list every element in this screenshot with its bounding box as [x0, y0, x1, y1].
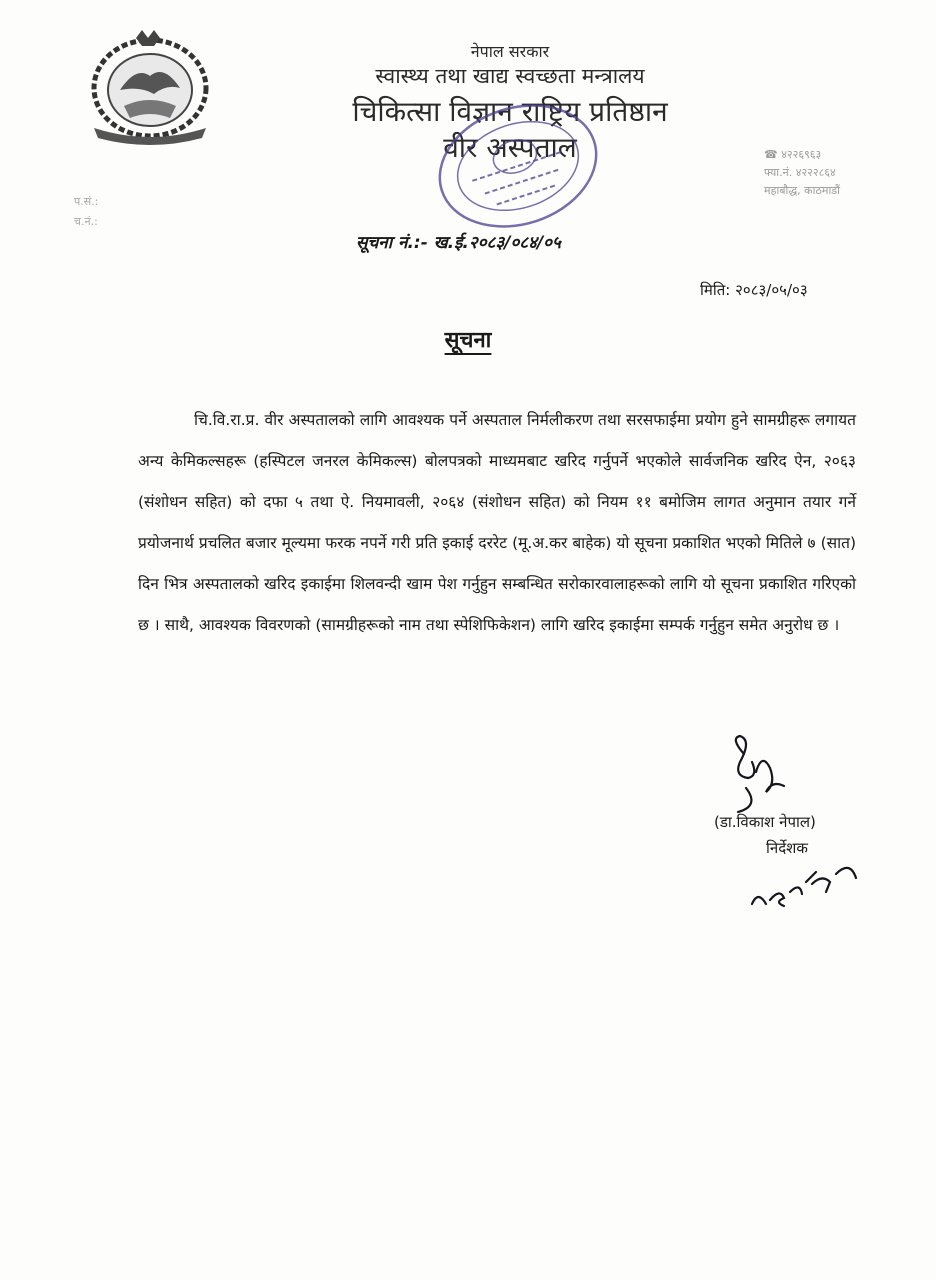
phone-number: ☎ ४२२६९६३	[764, 148, 822, 161]
contact-block	[764, 146, 840, 200]
notice-title: सूचना	[444, 328, 492, 353]
nepal-emblem-icon	[84, 28, 216, 146]
hospital-name: वीर अस्पताल	[443, 131, 577, 164]
address: महाबौद्ध, काठमाडौं	[764, 184, 841, 197]
handwritten-signature-icon	[700, 732, 870, 932]
notice-date: मिति: २०८३/०५/०३	[700, 281, 808, 299]
government-name: नेपाल सरकार	[470, 42, 550, 61]
notice-number: सूचना नं.:- ख.ई.२०८३/०८४/०५	[356, 233, 561, 253]
signatory-name: (डा.विकाश नेपाल)	[714, 813, 816, 831]
reference-codes	[74, 192, 98, 232]
ministry-name: स्वास्थ्य तथा खाद्य स्वच्छता मन्त्रालय	[375, 64, 645, 88]
dispatch-no-label: च.नं.:	[74, 215, 98, 228]
notice-body: चि.वि.रा.प्र. वीर अस्पतालको लागि आवश्यक पर्ने अस्पताल निर्मलीकरण तथा सरसफाईमा प्रयोग हुने सामग्रीहरू लगायत अन्य केमिकल्सहरू (हस्पिटल जनरल केमिकल्स) बोलपत्रको माध्यमबाट खरिद गर्नुपर्ने भएकोले सार्वजनिक खरिद ऐन, २०६३ (संशोधन सहित) को दफा ५ तथा ऐ. नियमावली, २०६४ (संशोधन सहित) को नियम ११ बमोजिम लागत अनुमान तयार गर्ने प्रयोजनार्थ प्रचलित बजार मूल्यमा फरक नपर्ने गरी प्रति इकाई दररेट (मू.अ.कर बाहेक) यो सूचना प्रकाशित भएको मितिले ७ (सात) दिन भित्र अस्पतालको खरिद इकाईमा शिलवन्दी खाम पेश गर्नुहुन सम्बन्धित सरोकारवालाहरूको लागि यो सूचना प्रकाशित गरिएको छ । साथै, आवश्यक विवरणको (सामग्रीहरूको नाम तथा स्पेशिफिकेशन) लागि खरिद इकाईमा सम्पर्क गर्नुहुन समेत अनुरोध छ ।	[138, 411, 856, 634]
signatory-title: निर्देशक	[766, 839, 808, 857]
official-stamp-icon	[430, 96, 606, 236]
letter-no-label: प.सं.:	[74, 195, 99, 208]
fax-number: फ्या.नं. ४२२२८६४	[764, 166, 836, 179]
institution-name: चिकित्सा विज्ञान राष्ट्रिय प्रतिष्ठान	[352, 95, 668, 128]
